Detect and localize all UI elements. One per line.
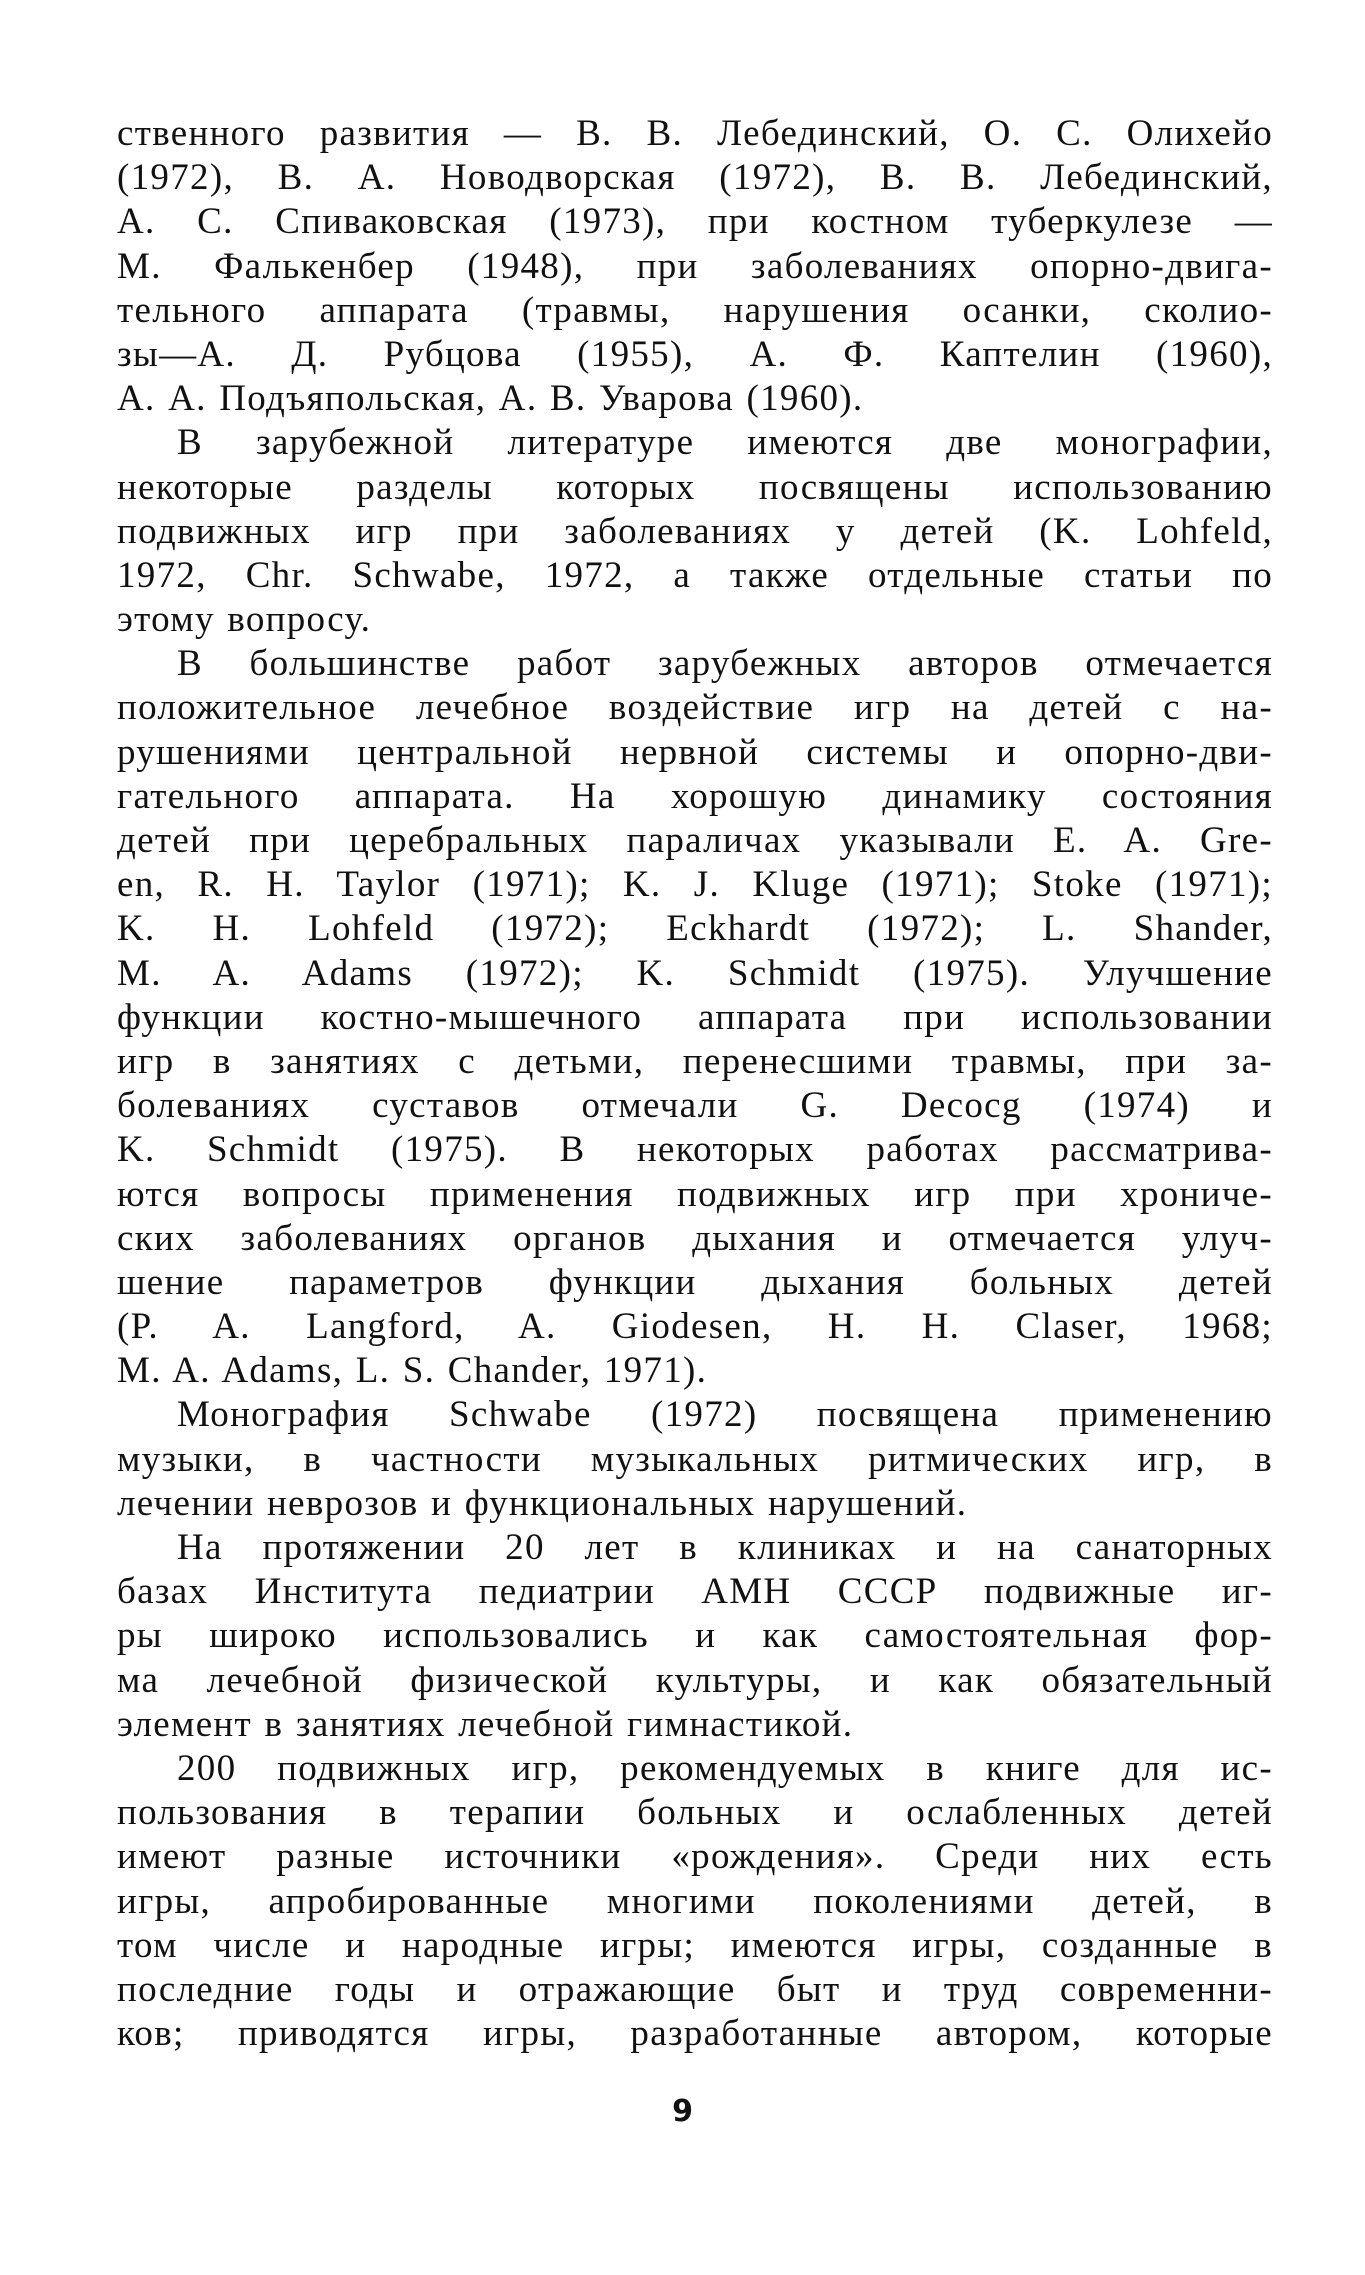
text-line: рушениями центральной нервной системы и опорно-дви- xyxy=(117,731,1273,773)
text-line: том числе и народные игры; имеются игры, созданные в xyxy=(117,1924,1273,1966)
paragraph-3 xyxy=(117,642,1273,1393)
text-line: некоторые разделы которых посвящены использованию xyxy=(117,466,1273,508)
text-line: ры широко использовались и как самостоятельная фор- xyxy=(117,1615,1273,1657)
text-line: имеют разные источники «рождения». Среди них есть xyxy=(117,1836,1273,1878)
text-line: базах Института педиатрии АМН СССР подвижные иг- xyxy=(117,1571,1273,1613)
text-line: зы—А. Д. Рубцова (1955), А. Ф. Каптелин (1960), xyxy=(117,333,1273,375)
text-line: игры, апробированные многими поколениями детей, в xyxy=(117,1880,1273,1922)
text-line: лечении неврозов и функциональных нарушений. xyxy=(117,1482,968,1524)
text-line: болеваниях суставов отмечали G. Decocg (1974) и xyxy=(117,1085,1273,1127)
paragraph-2 xyxy=(117,421,1273,642)
text-line: На протяжении 20 лет в клиниках и на санаторных xyxy=(177,1527,1273,1568)
text-line: M. A. Adams (1972); K. Schmidt (1975). Улучшение xyxy=(117,952,1273,994)
paragraph-1 xyxy=(117,112,1273,421)
text-line: В большинстве работ зарубежных авторов отмечается xyxy=(177,643,1273,685)
text-line: В зарубежной литературе имеются две монографии, xyxy=(177,422,1273,464)
text-line: музыки, в частности музыкальных ритмических игр, в xyxy=(117,1438,1273,1480)
paragraph-5 xyxy=(117,1526,1273,1747)
page-text xyxy=(117,112,1273,2056)
text-line: (P. A. Langford, A. Giodesen, H. H. Claser, 1968; xyxy=(117,1306,1273,1348)
text-line: детей при церебральных параличах указывали E. A. Gre- xyxy=(117,820,1273,861)
text-line: пользования в терапии больных и ослабленных детей xyxy=(117,1792,1273,1834)
text-line: ственного развития — В. В. Лебединский, О. С. Олихейо xyxy=(117,113,1273,154)
text-line: en, R. H. Taylor (1971); K. J. Kluge (1971); Stoke (1971); xyxy=(117,864,1273,906)
text-line: элемент в занятиях лечебной гимнастикой. xyxy=(117,1703,854,1745)
text-line: ских заболеваниях органов дыхания и отмечается улуч- xyxy=(117,1217,1273,1259)
paragraph-6 xyxy=(117,1747,1273,2056)
text-line: (1972), В. А. Новодворская (1972), В. В. Лебединский, xyxy=(117,157,1273,199)
text-line: тельного аппарата (травмы, нарушения осанки, сколио- xyxy=(117,289,1273,331)
text-line: подвижных игр при заболеваниях у детей (K. Lohfeld, xyxy=(117,510,1273,552)
text-line: Монография Schwabe (1972) посвящена применению xyxy=(177,1394,1273,1436)
text-line: последние годы и отражающие быт и труд современни- xyxy=(117,1968,1273,2010)
text-line: А. А. Подъяпольская, А. В. Уварова (1960). xyxy=(117,378,864,420)
paragraph-4 xyxy=(117,1393,1273,1526)
text-line: положительное лечебное воздействие игр на детей с на- xyxy=(117,687,1273,729)
text-line: ются вопросы применения подвижных игр при хрониче- xyxy=(117,1173,1273,1215)
text-line: 200 подвижных игр, рекомендуемых в книге для ис- xyxy=(177,1747,1273,1789)
text-line: А. С. Спиваковская (1973), при костном туберкулезе — xyxy=(117,201,1273,243)
text-line: K. H. Lohfeld (1972); Eckhardt (1972); L. Shander, xyxy=(117,908,1273,950)
text-line: шение параметров функции дыхания больных детей xyxy=(117,1261,1273,1303)
text-line: 1972, Chr. Schwabe, 1972, а также отдельные статьи по xyxy=(117,554,1273,596)
text-line: функции костно-мышечного аппарата при использовании xyxy=(117,996,1273,1038)
text-line: игр в занятиях с детьми, перенесшими травмы, при за- xyxy=(117,1040,1273,1082)
text-line: гательного аппарата. На хорошую динамику состояния xyxy=(117,775,1273,817)
page-number: 9 xyxy=(672,2094,693,2129)
text-line: M. A. Adams, L. S. Chander, 1971). xyxy=(117,1350,708,1392)
text-line: этому вопросу. xyxy=(117,599,372,641)
text-line: М. Фалькенбер (1948), при заболеваниях опорно-двига- xyxy=(117,245,1273,287)
text-line: ков; приводятся игры, разработанные автором, которые xyxy=(117,2013,1273,2055)
text-line: ма лечебной физической культуры, и как обязательный xyxy=(117,1659,1273,1701)
text-line: K. Schmidt (1975). В некоторых работах рассматрива- xyxy=(117,1129,1273,1171)
